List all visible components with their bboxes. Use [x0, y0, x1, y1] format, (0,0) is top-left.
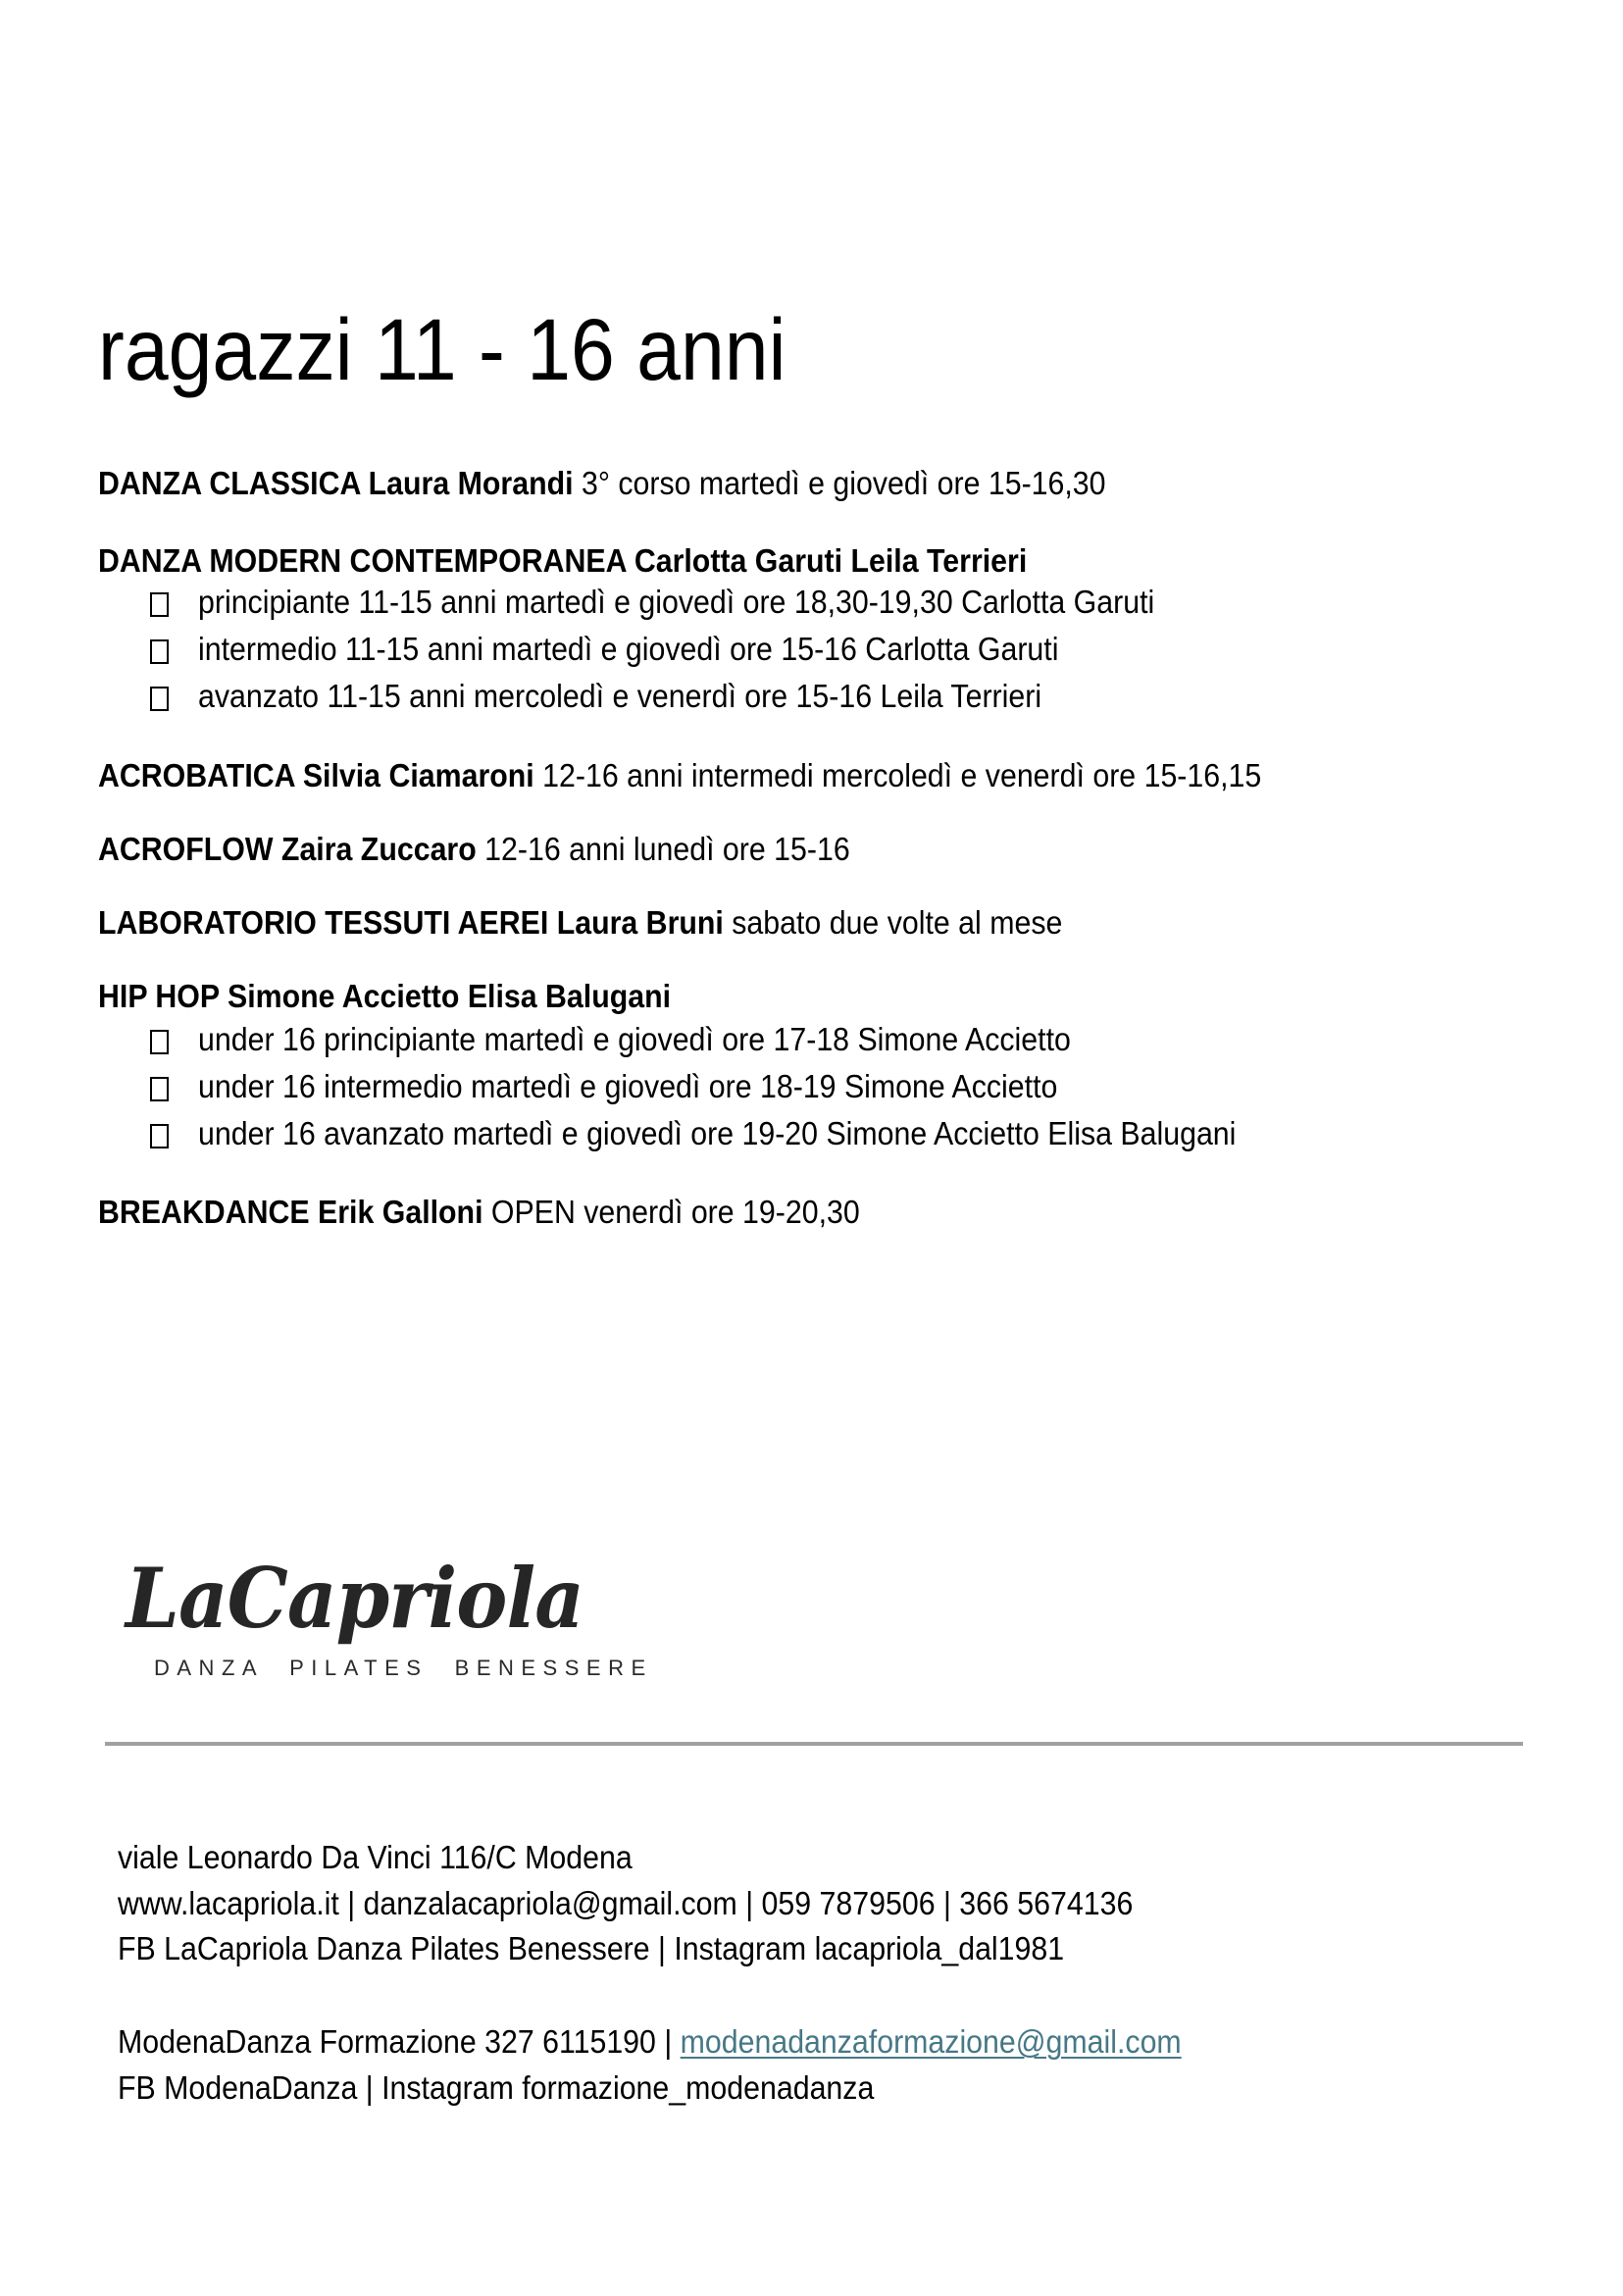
list-item-text: under 16 avanzato martedì e giovedì ore 19-20 Simone Accietto Elisa Balugani	[198, 1116, 1237, 1152]
course-detail: OPEN venerdì ore 19-20,30	[482, 1195, 860, 1231]
empty-box-icon	[150, 687, 169, 711]
modenadanza-email-link[interactable]: modenadanzaformazione@gmail.com	[680, 2024, 1182, 2061]
course-laboratorio-tessuti-aerei	[98, 907, 1062, 941]
course-detail: sabato due volte al mese	[723, 905, 1063, 942]
course-detail: 12-16 anni lunedì ore 15-16	[476, 832, 850, 868]
course-name: HIP HOP Simone Accietto Elisa Balugani	[98, 979, 672, 1015]
empty-box-icon	[150, 639, 169, 664]
course-hip-hop	[98, 981, 671, 1014]
divider	[105, 1742, 1523, 1746]
modenadanza-contact: ModenaDanza Formazione 327 6115190 |	[118, 2024, 681, 2061]
footer-address: viale Leonardo Da Vinci 116/C Modena	[118, 1840, 633, 1876]
course-acroflow	[98, 834, 850, 867]
empty-box-icon	[150, 592, 169, 617]
logo-wordmark: LaCapriola	[126, 1550, 583, 1647]
course-breakdance	[98, 1197, 860, 1230]
empty-box-icon	[150, 1077, 169, 1101]
course-danza-modern	[98, 545, 1027, 579]
footer-contacts: www.lacapriola.it | danzalacapriola@gmail.com | 059 7879506 | 366 5674136	[118, 1886, 1134, 1922]
course-name: DANZA CLASSICA Laura Morandi	[98, 466, 574, 502]
footer-modenadanza-social: FB ModenaDanza | Instagram formazione_modenadanza	[118, 2070, 875, 2107]
course-detail: 3° corso martedì e giovedì ore 15-16,30	[573, 466, 1106, 502]
course-name: LABORATORIO TESSUTI AEREI Laura Bruni	[98, 905, 724, 942]
empty-box-icon	[150, 1030, 169, 1054]
course-name: ACROFLOW Zaira Zuccaro	[98, 832, 477, 868]
course-name: BREAKDANCE Erik Galloni	[98, 1195, 483, 1231]
empty-box-icon	[150, 1124, 169, 1148]
course-detail: 12-16 anni intermedi mercoledì e venerdì ore 15-16,15	[533, 758, 1262, 794]
course-name: ACROBATICA Silvia Ciamaroni	[98, 758, 534, 794]
footer-social: FB LaCapriola Danza Pilates Benessere | Instagram lacapriola_dal1981	[118, 1931, 1065, 1967]
logo-tagline: DANZA PILATES BENESSERE	[154, 1656, 653, 1680]
list-item-text: principiante 11-15 anni martedì e giovedì ore 18,30-19,30 Carlotta Garuti	[198, 585, 1155, 621]
course-danza-classica	[98, 468, 1106, 501]
list-item-text: avanzato 11-15 anni mercoledì e venerdì ore 15-16 Leila Terrieri	[198, 679, 1042, 715]
list-item-text: under 16 principiante martedì e giovedì ore 17-18 Simone Accietto	[198, 1022, 1071, 1058]
footer-modenadanza	[118, 2026, 1182, 2060]
list-item-text: under 16 intermedio martedì e giovedì ore 18-19 Simone Accietto	[198, 1069, 1058, 1105]
lacapriola-logo	[126, 1550, 653, 1680]
list-item-text: intermedio 11-15 anni martedì e giovedì ore 15-16 Carlotta Garuti	[198, 632, 1059, 668]
course-name: DANZA MODERN CONTEMPORANEA Carlotta Garuti Leila Terrieri	[98, 543, 1028, 580]
course-acrobatica	[98, 760, 1261, 793]
page-title: ragazzi 11 - 16 anni	[98, 300, 786, 398]
